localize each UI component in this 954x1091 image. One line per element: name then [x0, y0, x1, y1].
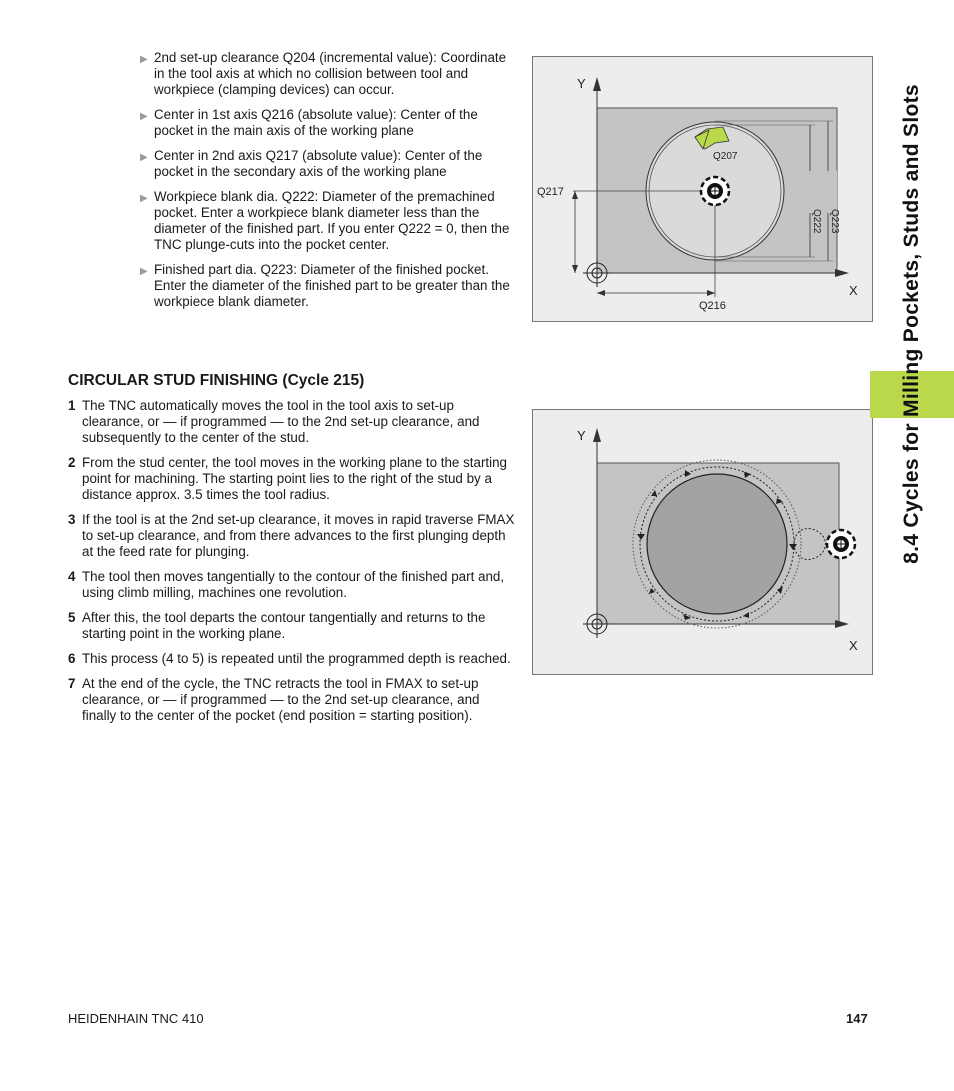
steps-list [68, 398, 516, 733]
q207-label: Q207 [713, 151, 738, 162]
y-axis-arrow-icon [593, 428, 601, 442]
parameter-item-q216 [140, 107, 520, 139]
parameter-text: Center in 1st axis Q216 (absolute value): Center of the pocket in the main axis of the working plane [154, 107, 478, 138]
step-text: At the end of the cycle, the TNC retracts the tool in FMAX to set-up clearance, or — if programmed — to the 2nd set-up clearance, and finally to the center of the pocket (end position = starting position). [82, 676, 480, 723]
parameter-item-q223 [140, 262, 520, 310]
page-number: 147 [846, 1011, 868, 1026]
step-number: 4 [68, 569, 76, 584]
step-text: This process (4 to 5) is repeated until the programmed depth is reached. [82, 651, 511, 666]
y-axis-label: Y [577, 76, 586, 91]
step-item [68, 569, 516, 601]
stud-circle [647, 474, 787, 614]
triangle-bullet-icon: ▶ [140, 266, 148, 277]
y-axis-arrow-icon [593, 77, 601, 91]
step-text: If the tool is at the 2nd set-up clearance, it moves in rapid traverse FMAX to set-up clearance, and from there advances to the first plunging depth at the feed rate for plunging. [82, 512, 515, 559]
triangle-bullet-icon: ▶ [140, 193, 148, 204]
step-text: After this, the tool departs the contour tangentially and returns to the starting point in the working plane. [82, 610, 486, 641]
y-axis-label: Y [577, 428, 586, 443]
label-background [799, 171, 819, 213]
parameter-text: Finished part dia. Q223: Diameter of the finished pocket. Enter the diameter of the finished part to be greater than the workpiece blank diameter. [154, 262, 510, 309]
step-item [68, 455, 516, 503]
parameter-text: Workpiece blank dia. Q222: Diameter of the premachined pocket. Enter a workpiece blank diameter less than the diameter of the finished part. If you enter Q222 = 0, then the TNC plunge-cuts into the pocket center. [154, 189, 510, 252]
q217-label: Q217 [537, 186, 564, 198]
step-number: 2 [68, 455, 76, 470]
x-axis-label: X [849, 283, 858, 298]
x-axis-arrow-icon [835, 269, 849, 277]
step-text: The TNC automatically moves the tool in the tool axis to set-up clearance, or — if programmed — to the 2nd set-up clearance, and subsequently to the center of the stud. [82, 398, 480, 445]
step-number: 1 [68, 398, 76, 413]
step-number: 3 [68, 512, 76, 527]
stud-parameters-figure [532, 56, 873, 322]
parameter-text: Center in 2nd axis Q217 (absolute value): Center of the pocket in the secondary axis of the working plane [154, 148, 483, 179]
triangle-bullet-icon: ▶ [140, 152, 148, 163]
step-text: From the stud center, the tool moves in the working plane to the starting point for machining. The starting point lies to the right of the stud by a distance approx. 3.5 times the tool radius. [82, 455, 508, 502]
arrow-icon [572, 265, 578, 273]
arrow-icon [707, 290, 715, 296]
parameter-item-q204 [140, 50, 520, 98]
step-item [68, 610, 516, 642]
parameter-item-q217 [140, 148, 520, 180]
x-axis-label: X [849, 638, 858, 653]
parameter-list [140, 50, 520, 319]
milling-tool-icon [701, 177, 729, 205]
triangle-bullet-icon: ▶ [140, 111, 148, 122]
parameter-text: 2nd set-up clearance Q204 (incremental value): Coordinate in the tool axis at which no collision between tool and workpiece (clamping devices) can occur. [154, 50, 507, 97]
footer-product: HEIDENHAIN TNC 410 [68, 1011, 204, 1026]
parameter-item-q222 [140, 189, 520, 253]
arrow-icon [572, 191, 578, 199]
section-heading: CIRCULAR STUD FINISHING (Cycle 215) [68, 372, 365, 389]
step-item [68, 651, 516, 667]
milling-tool-icon [827, 530, 855, 558]
step-item [68, 512, 516, 560]
step-text: The tool then moves tangentially to the contour of the finished part and, using climb milling, machines one revolution. [82, 569, 505, 600]
q216-label: Q216 [699, 300, 726, 312]
triangle-bullet-icon: ▶ [140, 54, 148, 65]
arrow-icon [597, 290, 605, 296]
x-axis-arrow-icon [835, 620, 849, 628]
label-background [817, 171, 837, 213]
step-number: 6 [68, 651, 76, 666]
step-number: 5 [68, 610, 76, 625]
step-item [68, 676, 516, 724]
stud-finishing-path-figure [532, 409, 873, 675]
q222-label: Q222 [811, 209, 822, 234]
step-number: 7 [68, 676, 76, 691]
q223-label: Q223 [829, 209, 840, 234]
step-item [68, 398, 516, 446]
chapter-side-title: 8.4 Cycles for Milling Pockets, Studs and Slots [900, 84, 923, 564]
